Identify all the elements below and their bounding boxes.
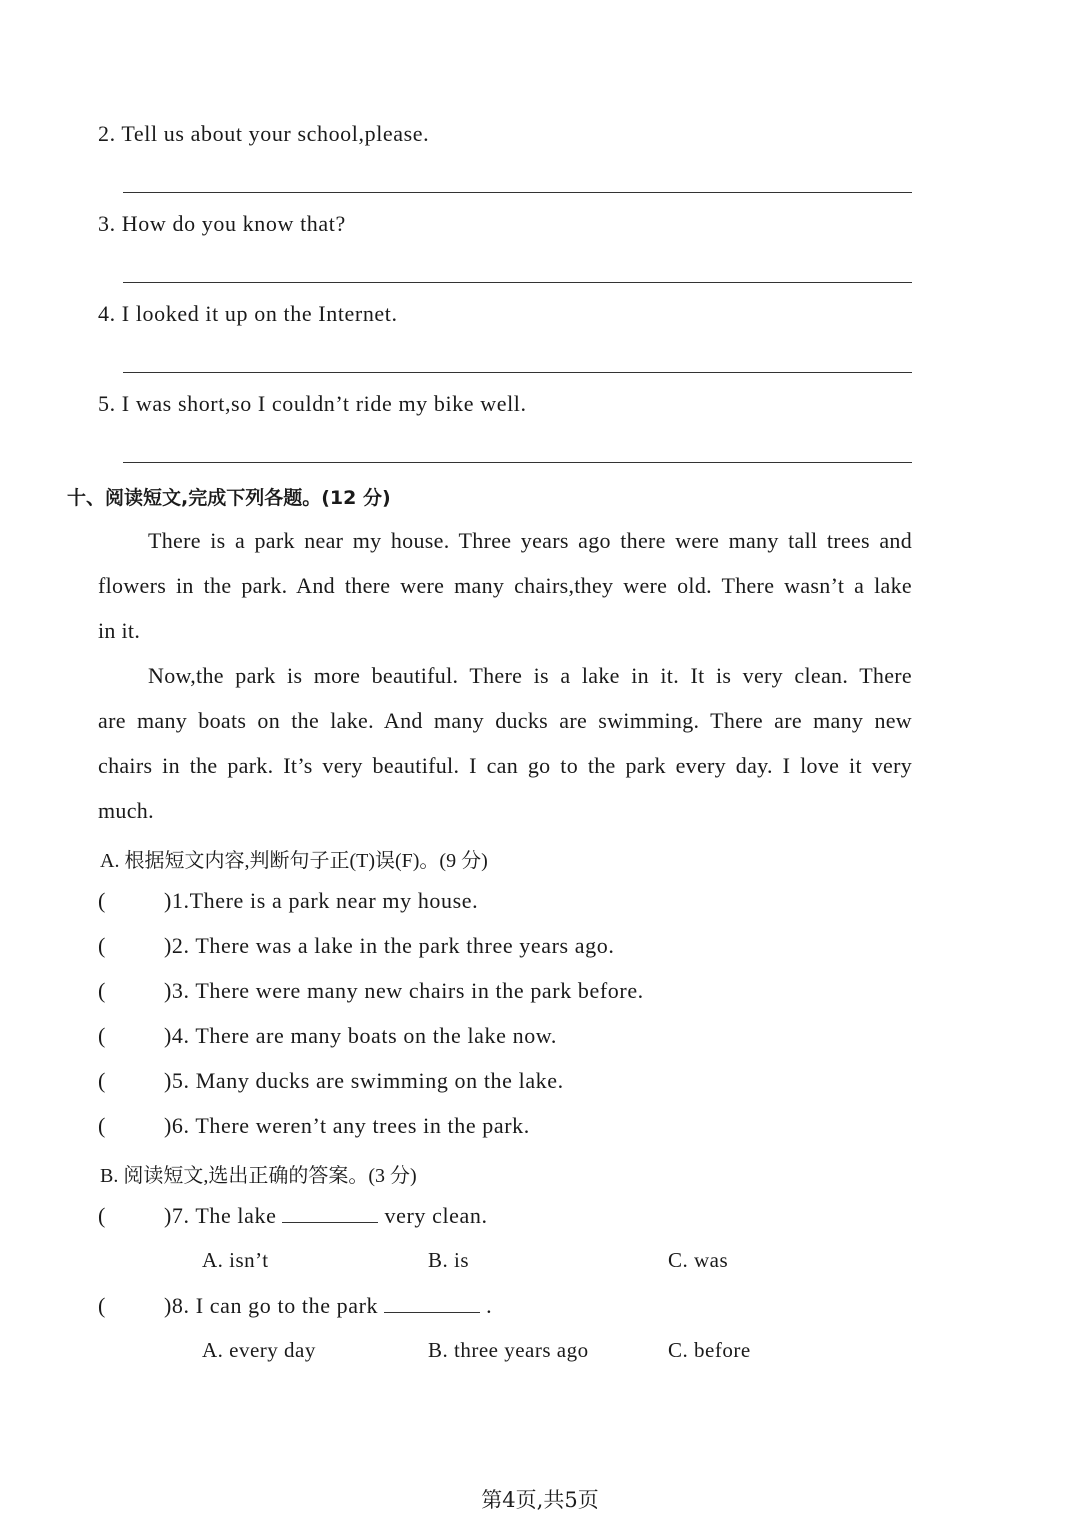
answer-line-4[interactable] [123,372,912,373]
tf-item-1: )1.There is a park near my house. [164,888,479,913]
option-7b[interactable]: B. is [428,1248,470,1272]
question-2: 2. Tell us about your school,please. [98,121,430,146]
mc-question-7-end: very clean. [384,1203,488,1228]
option-7a[interactable]: A. isn’t [202,1248,269,1272]
question-4: 4. I looked it up on the Internet. [98,301,398,326]
answer-paren-3[interactable]: ( [98,978,106,1003]
mc-question-8 [164,1293,492,1319]
mc-question-8-end: . [486,1293,493,1318]
part-a-title: A. 根据短文内容,判断句子正(T)误(F)。(9 分) [100,850,488,872]
fill-blank-8[interactable] [384,1294,480,1313]
answer-paren-7[interactable]: ( [98,1203,106,1228]
answer-line-5[interactable] [123,462,912,463]
passage-line: There is a park near my house. Three years ago there were many tall trees and [148,528,912,553]
answer-line-2[interactable] [123,192,912,193]
fill-blank-7[interactable] [282,1204,378,1223]
reading-passage [98,518,912,833]
passage-line: chairs in the park. It’s very beautiful. I can go to the park every day. I love it very [98,753,912,778]
option-7c[interactable]: C. was [668,1248,729,1272]
mc-question-7-stem: )7. The lake [164,1203,277,1228]
tf-item-3: )3. There were many new chairs in the park before. [164,978,644,1003]
tf-item-6: )6. There weren’t any trees in the park. [164,1113,530,1138]
passage-line: flowers in the park. And there were many chairs,they were old. There wasn’t a lake [98,573,912,598]
passage-line: in it. [98,618,141,643]
tf-item-5: )5. Many ducks are swimming on the lake. [164,1068,564,1093]
page-number: 第4页,共5页 [481,1488,599,1512]
mc-question-8-stem: )8. I can go to the park [164,1293,379,1318]
answer-paren-8[interactable]: ( [98,1293,106,1318]
option-8c[interactable]: C. before [668,1338,751,1362]
answer-paren-6[interactable]: ( [98,1113,106,1138]
section-ten-title: 十、阅读短文,完成下列各题。(12 分) [67,487,391,509]
option-8a[interactable]: A. every day [202,1338,316,1362]
mc-question-7 [164,1203,488,1229]
passage-line: are many boats on the lake. And many ducks are swimming. There are many new [98,708,912,733]
answer-paren-5[interactable]: ( [98,1068,106,1093]
option-8b[interactable]: B. three years ago [428,1338,589,1362]
answer-paren-2[interactable]: ( [98,933,106,958]
passage-line: Now,the park is more beautiful. There is a lake in it. It is very clean. There [148,663,912,688]
tf-item-4: )4. There are many boats on the lake now. [164,1023,557,1048]
question-3: 3. How do you know that? [98,211,346,236]
question-5: 5. I was short,so I couldn’t ride my bike well. [98,391,527,416]
passage-line: much. [98,798,154,823]
answer-paren-1[interactable]: ( [98,888,106,913]
answer-line-3[interactable] [123,282,912,283]
part-b-title: B. 阅读短文,选出正确的答案。(3 分) [100,1165,417,1187]
answer-paren-4[interactable]: ( [98,1023,106,1048]
tf-item-2: )2. There was a lake in the park three years ago. [164,933,615,958]
